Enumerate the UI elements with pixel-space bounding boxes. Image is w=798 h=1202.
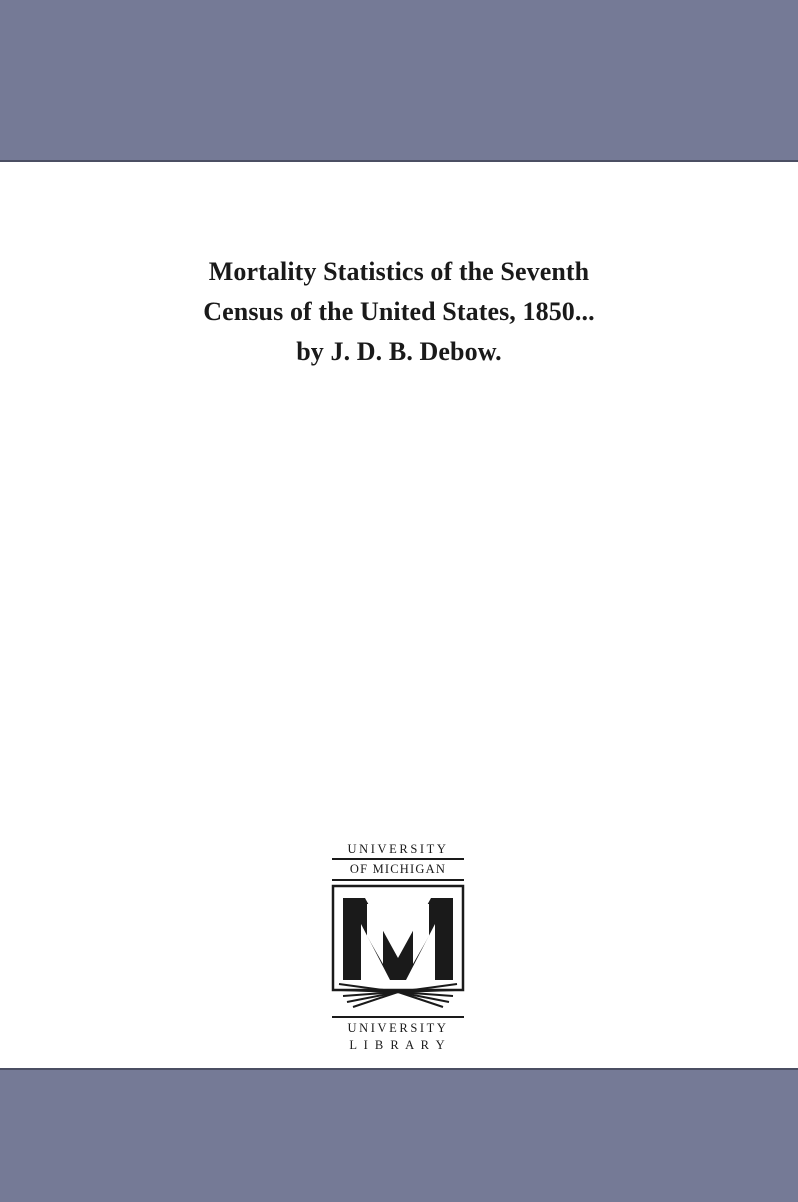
bottom-cover-band	[0, 1068, 798, 1202]
university-library-logo	[331, 842, 465, 1054]
logo-bottom-line-1: UNIVERSITY	[347, 1021, 449, 1035]
logo-divider-lower	[332, 1016, 464, 1018]
logo-divider-top	[332, 858, 464, 860]
book-title-line-2: Census of the United States, 1850...	[203, 297, 595, 326]
book-title	[0, 252, 798, 372]
book-title-line-3: by J. D. B. Debow.	[296, 337, 502, 366]
book-m-emblem-icon	[331, 884, 465, 1012]
logo-top-line-2: OF MICHIGAN	[349, 862, 447, 876]
logo-bottom-line-2: L I B R A R Y	[349, 1038, 447, 1052]
book-title-line-1: Mortality Statistics of the Seventh	[208, 257, 590, 286]
logo-divider-mid	[332, 879, 464, 881]
logo-top-line-1: UNIVERSITY	[347, 842, 449, 856]
top-cover-band	[0, 0, 798, 162]
